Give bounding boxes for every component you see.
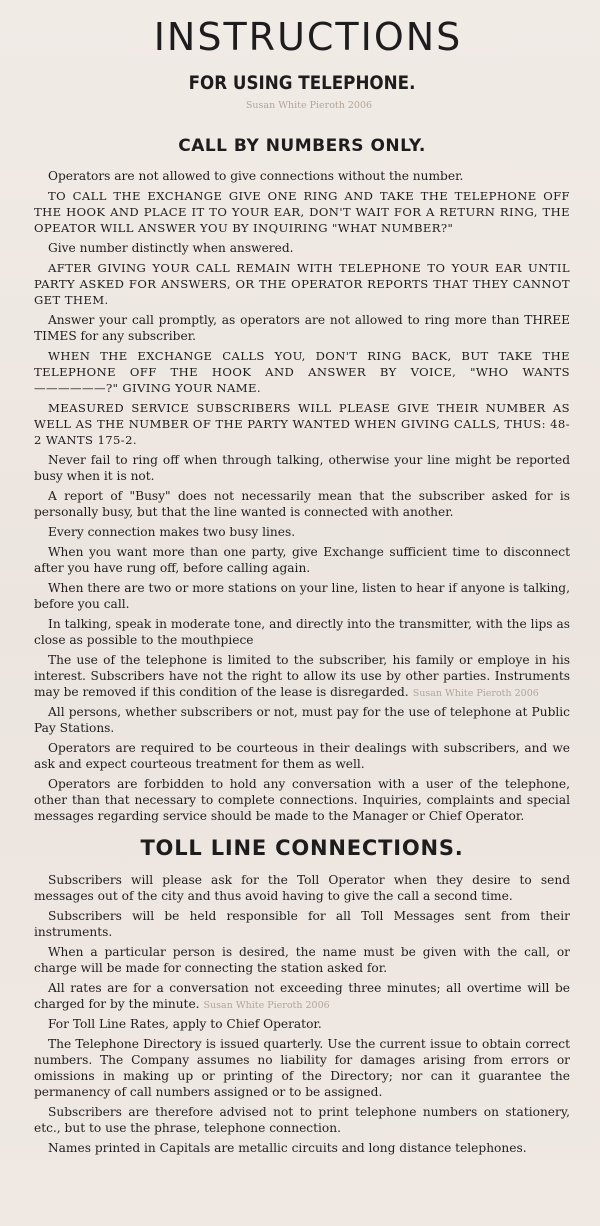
section-title-calls: CALL BY NUMBERS ONLY. bbox=[178, 136, 426, 156]
paragraph: Operators are not allowed to give connections without the number. bbox=[48, 169, 464, 183]
paragraph: All persons, whether subscribers or not, must pay for the use of telephone at Public Pay Stations. bbox=[34, 705, 570, 735]
paragraph: When a particular person is desired, the name must be given with the call, or charge will be made for connecting the station asked for. bbox=[34, 945, 570, 975]
paragraph: Never fail to ring off when through talking, otherwise your line might be reported busy when it is not. bbox=[34, 453, 570, 483]
credit-watermark: Susan White Pieroth 2006 bbox=[245, 100, 373, 111]
paragraph: MEASURED SERVICE SUBSCRIBERS WILL PLEASE GIVE THEIR NUMBER AS WELL AS THE NUMBER OF THE PARTY WANTED WHEN GIVING CALLS, THUS: 48-2 WANTS 175-2. bbox=[34, 401, 570, 447]
paragraph bbox=[34, 980, 570, 1012]
paragraph: Subscribers will be held responsible for all Toll Messages sent from their instruments. bbox=[34, 909, 570, 939]
paragraph: Names printed in Capitals are metallic circuits and long distance telephones. bbox=[48, 1141, 527, 1155]
paragraph: Give number distinctly when answered. bbox=[48, 241, 294, 255]
paragraph: When there are two or more stations on your line, listen to hear if anyone is talking, before you call. bbox=[34, 581, 570, 611]
page-title: INSTRUCTIONS bbox=[153, 15, 463, 59]
paragraph: In talking, speak in moderate tone, and directly into the transmitter, with the lips as close as possible to the mouthpiece bbox=[34, 617, 570, 647]
paragraph-text: All rates are for a conversation not exceeding three minutes; all overtime will be charged for by the minute. bbox=[34, 981, 570, 1011]
paragraph: For Toll Line Rates, apply to Chief Operator. bbox=[48, 1017, 322, 1031]
paragraph bbox=[34, 652, 570, 700]
paragraph: AFTER GIVING YOUR CALL REMAIN WITH TELEPHONE TO YOUR EAR UNTIL PARTY ASKED FOR ANSWERS, OR THE OPERATOR REPORTS THAT THEY CANNOT GET THEM. bbox=[34, 261, 570, 307]
paragraph: Operators are required to be courteous in their dealings with subscribers, and we ask and expect courteous treatment for them as well. bbox=[34, 741, 570, 771]
paragraph: The Telephone Directory is issued quarterly. Use the current issue to obtain correct numbers. The Company assumes no liability for damages arising from errors or omissions in making up or printing of the Directory; nor can it guarantee the permanency of call numbers assigned or to be assigned. bbox=[34, 1037, 570, 1099]
credit-watermark: Susan White Pieroth 2006 bbox=[203, 1000, 330, 1011]
paragraph: Every connection makes two busy lines. bbox=[48, 525, 296, 539]
paragraph: Subscribers are therefore advised not to print telephone numbers on stationery, etc., but to use the phrase, telephone connection. bbox=[34, 1105, 570, 1135]
section-title-toll: TOLL LINE CONNECTIONS. bbox=[140, 836, 464, 860]
paragraph: A report of "Busy" does not necessarily mean that the subscriber asked for is personally busy, but that the line wanted is connected with another. bbox=[34, 489, 570, 519]
paragraph: When you want more than one party, give Exchange sufficient time to disconnect after you have rung off, before calling again. bbox=[34, 545, 570, 575]
paragraph-text: The use of the telephone is limited to the subscriber, his family or employe in his interest. Subscribers have not the right to allow its use by other parties. Instruments may be removed if this condition of the lease is disregarded. bbox=[34, 653, 570, 699]
paragraph: WHEN THE EXCHANGE CALLS YOU, DON'T RING BACK, BUT TAKE THE TELEPHONE OFF THE HOOK AND ANSWER BY VOICE, "WHO WANTS ——————?" GIVING YOUR NAME. bbox=[34, 349, 570, 395]
paragraph: Operators are forbidden to hold any conversation with a user of the telephone, other than that necessary to complete connections. Inquiries, complaints and special messages regarding service should be made to the Manager or Chief Operator. bbox=[34, 777, 570, 823]
paragraph: Subscribers will please ask for the Toll Operator when they desire to send messages out of the city and thus avoid having to give the call a second time. bbox=[34, 873, 570, 903]
page-subtitle: FOR USING TELEPHONE. bbox=[188, 72, 416, 94]
credit-watermark: Susan White Pieroth 2006 bbox=[412, 688, 539, 699]
paragraph: Answer your call promptly, as operators are not allowed to ring more than THREE TIMES for any subscriber. bbox=[34, 313, 570, 343]
paragraph: TO CALL THE EXCHANGE GIVE ONE RING AND TAKE THE TELEPHONE OFF THE HOOK AND PLACE IT TO YOUR EAR, DON'T WAIT FOR A RETURN RING, THE OPEATOR WILL ANSWER YOU BY INQUIRING "WHAT NUMBER?" bbox=[34, 189, 570, 235]
